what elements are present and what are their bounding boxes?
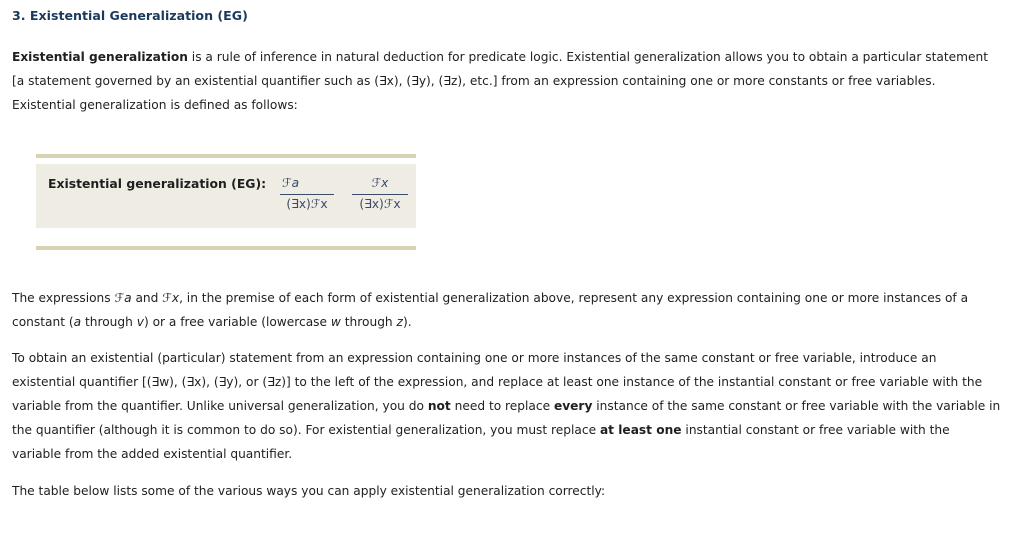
rule-form-constant bbox=[280, 176, 334, 211]
text-run: instance of the same constant or free variable with the variable in the quantifier (although it is common to do so). For existential generalization, you must replace bbox=[12, 399, 1001, 437]
expressions-paragraph bbox=[12, 286, 1002, 334]
intro-term: Existential generalization bbox=[12, 50, 188, 64]
text-run: need to replace bbox=[450, 399, 554, 413]
text-run: ) or a free variable (lowercase bbox=[143, 315, 331, 329]
emphasis-every: every bbox=[553, 399, 593, 413]
expression-fx: ℱx bbox=[162, 291, 180, 305]
variable-w: w bbox=[330, 315, 341, 329]
text-run: , in the premise of each form of existential generalization above, represent any expression containing one or more instances of a constant ( bbox=[12, 291, 969, 329]
section-title: 3. Existential Generalization (EG) bbox=[12, 8, 248, 23]
text-run: and bbox=[131, 291, 163, 305]
rule-definition-box bbox=[36, 154, 416, 250]
variable-z: z bbox=[396, 315, 403, 329]
table-intro: The table below lists some of the various ways you can apply existential generalization correctly: bbox=[12, 484, 606, 498]
text-run: To obtain an existential (particular) statement from an expression containing one or more instances of the same constant or free variable, introduce an existential quantifier [(∃w), (∃x), (∃y), or (∃z)] to the left of the expression, and replace at least one instance of the instantial constant or free variable with the variable from the quantifier. Unlike universal generalization, you do bbox=[12, 351, 983, 413]
emphasis-not: not bbox=[427, 399, 451, 413]
expression-fa: ℱa bbox=[114, 291, 132, 305]
procedure-paragraph bbox=[12, 346, 1002, 466]
text-run: through bbox=[340, 315, 397, 329]
text-run: ). bbox=[402, 315, 412, 329]
constant-v: v bbox=[136, 315, 144, 329]
rule-premise: ℱx bbox=[352, 176, 408, 195]
text-run: instantial constant or free variable with the variable from the added existential quantifier. bbox=[12, 423, 950, 461]
rule-conclusion: (∃x)ℱx bbox=[359, 197, 401, 211]
emphasis-at-least-one: at least one bbox=[599, 423, 682, 437]
constant-a: a bbox=[73, 315, 82, 329]
rule-conclusion: (∃x)ℱx bbox=[286, 197, 328, 211]
text-run: through bbox=[81, 315, 137, 329]
text-run: The expressions bbox=[12, 291, 115, 305]
rule-top-divider bbox=[36, 154, 416, 158]
rule-label: Existential generalization (EG): bbox=[48, 176, 267, 191]
intro-paragraph bbox=[12, 45, 1002, 117]
rule-form-variable bbox=[352, 176, 408, 211]
rule-panel bbox=[36, 164, 416, 228]
rule-premise: ℱa bbox=[280, 176, 334, 195]
intro-text: is a rule of inference in natural deduction for predicate logic. Existential generalization allows you to obtain a particular statement [a statement governed by an existential quantifier such as (∃x), (∃y), (∃z), etc.] from an expression containing one or more constants or free variables. Existential generalization is defined as follows: bbox=[12, 50, 988, 112]
rule-bottom-divider bbox=[36, 246, 416, 250]
